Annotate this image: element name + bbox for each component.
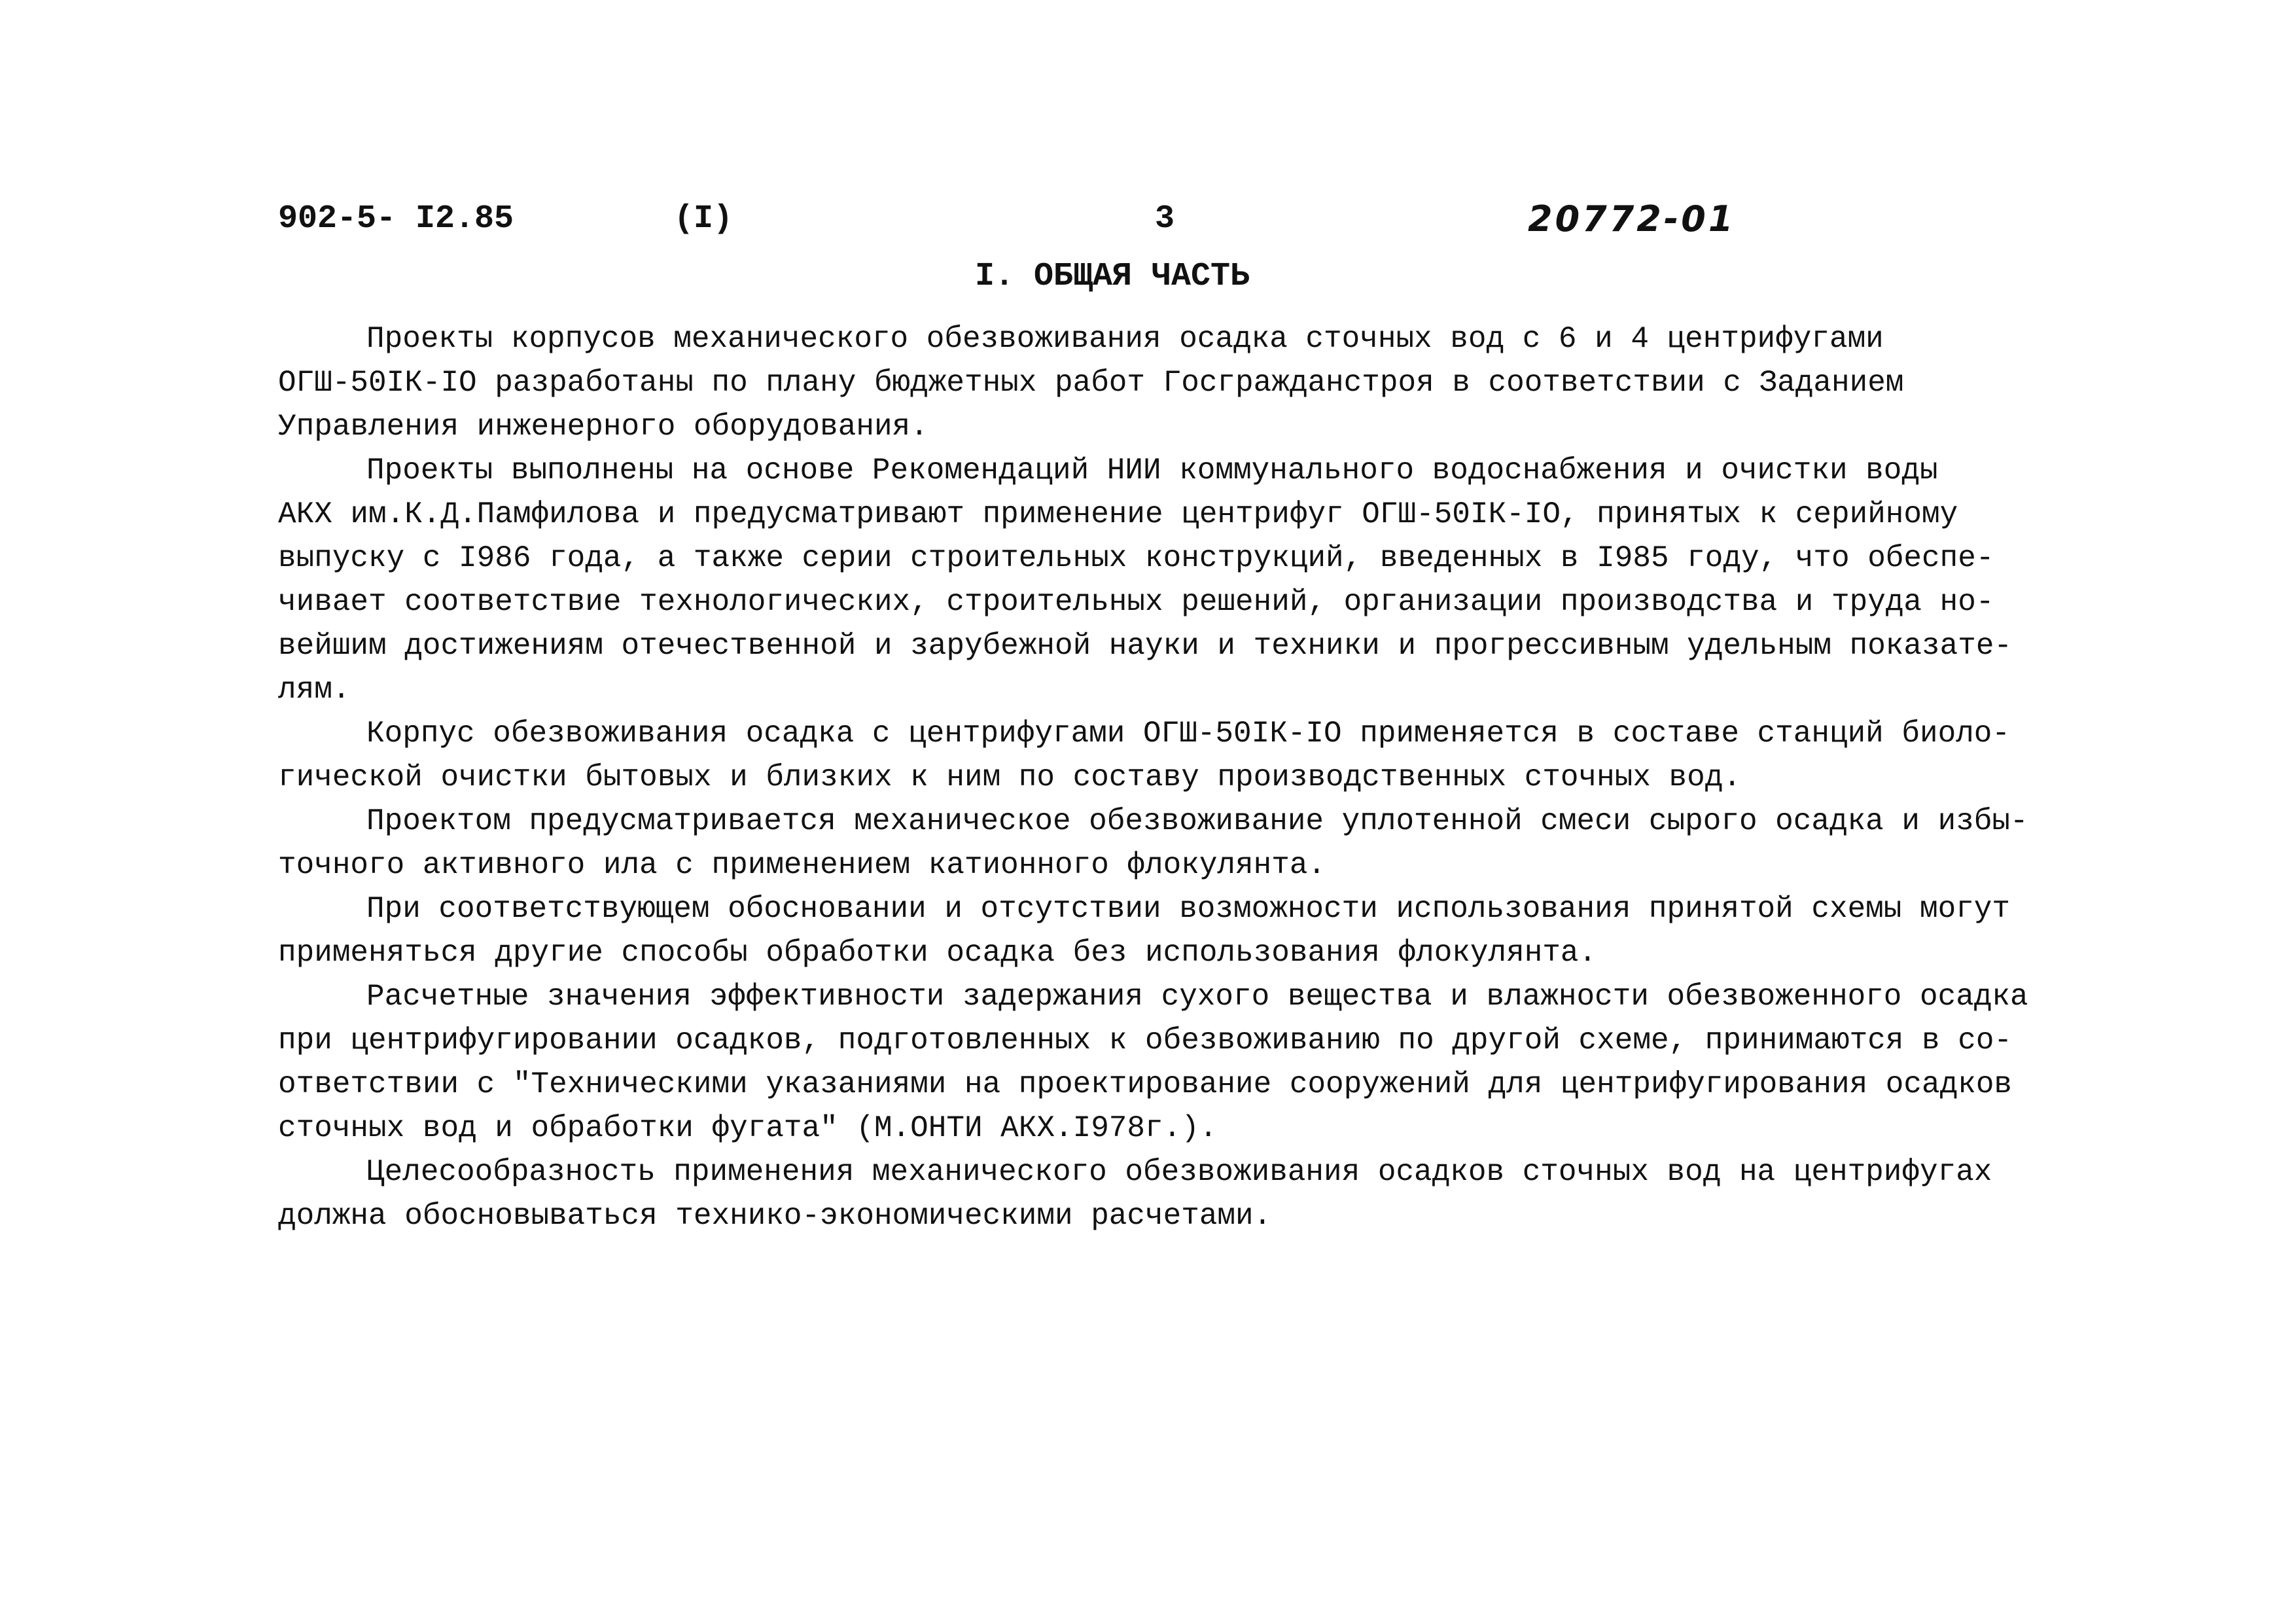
inventory-number: 20772-01	[1528, 198, 1736, 240]
text-line: При соответствующем обосновании и отсутствии возможности использования принятой схемы могут	[366, 892, 2011, 926]
paragraph	[278, 1150, 2045, 1238]
text-line: АКХ им.К.Д.Памфилова и предусматривают применение центрифуг ОГШ-50IК-IО, принятых к серийному	[278, 497, 1958, 531]
text-line: Расчетные значения эффективности задержания сухого вещества и влажности обезвоженного осадка	[366, 980, 2028, 1014]
text-line: ответствии с "Техническими указаниями на проектирование сооружений для центрифугирования осадков	[278, 1067, 2013, 1101]
text-line: гической очистки бытовых и близких к ним по составу производственных сточных вод.	[278, 760, 1741, 794]
text-line: при центрифугировании осадков, подготовленных к обезвоживанию по другой схеме, принимаются в со-	[278, 1024, 2013, 1058]
paragraph	[278, 800, 2045, 887]
paragraph	[278, 975, 2045, 1150]
text-line: чивает соответствие технологических, строительных решений, организации производства и труда но-	[278, 585, 1994, 619]
text-line: сточных вод и обработки фугата" (М.ОНТИ АКХ.I978г.).	[278, 1111, 1218, 1145]
text-line: должна обосновываться технико-экономическими расчетами.	[278, 1199, 1272, 1233]
text-line: Проекты выполнены на основе Рекомендаций НИИ коммунального водоснабжения и очистки воды	[366, 454, 1938, 488]
document-body	[278, 317, 2045, 1238]
section-title: I. ОБЩАЯ ЧАСТЬ	[975, 258, 1250, 295]
text-line: ОГШ-50IК-IО разработаны по плану бюджетных работ Госгражданстроя в соответствии с Заданием	[278, 366, 1904, 400]
text-line: Целесообразность применения механического обезвоживания осадков сточных вод на центрифугах	[366, 1155, 1992, 1189]
text-line: лям.	[278, 673, 351, 707]
paragraph	[278, 317, 2045, 449]
text-line: Корпус обезвоживания осадка с центрифугами ОГШ-50IК-IО применяется в составе станций биоло-	[366, 717, 2011, 751]
paragraph	[278, 712, 2045, 800]
text-line: Управления инженерного оборудования.	[278, 410, 928, 444]
text-line: вейшим достижениям отечественной и зарубежной науки и техники и прогрессивным удельным показате-	[278, 629, 2013, 663]
text-line: Проектом предусматривается механическое обезвоживание уплотенной смеси сырого осадка и избы-	[366, 804, 2028, 838]
text-line: Проекты корпусов механического обезвоживания осадка сточных вод с 6 и 4 центрифугами	[366, 322, 1884, 356]
paragraph	[278, 887, 2045, 975]
text-line: применяться другие способы обработки осадка без использования флокулянта.	[278, 936, 1597, 970]
text-line: точного активного ила с применением катионного флокулянта.	[278, 848, 1326, 882]
paragraph	[278, 449, 2045, 712]
page-number: 3	[1155, 200, 1175, 238]
text-line: выпуску с I986 года, а также серии строительных конструкций, введенных в I985 году, что обеспе-	[278, 541, 1994, 575]
document-code: 902-5- I2.85	[278, 200, 514, 238]
part-number: (I)	[674, 200, 733, 238]
